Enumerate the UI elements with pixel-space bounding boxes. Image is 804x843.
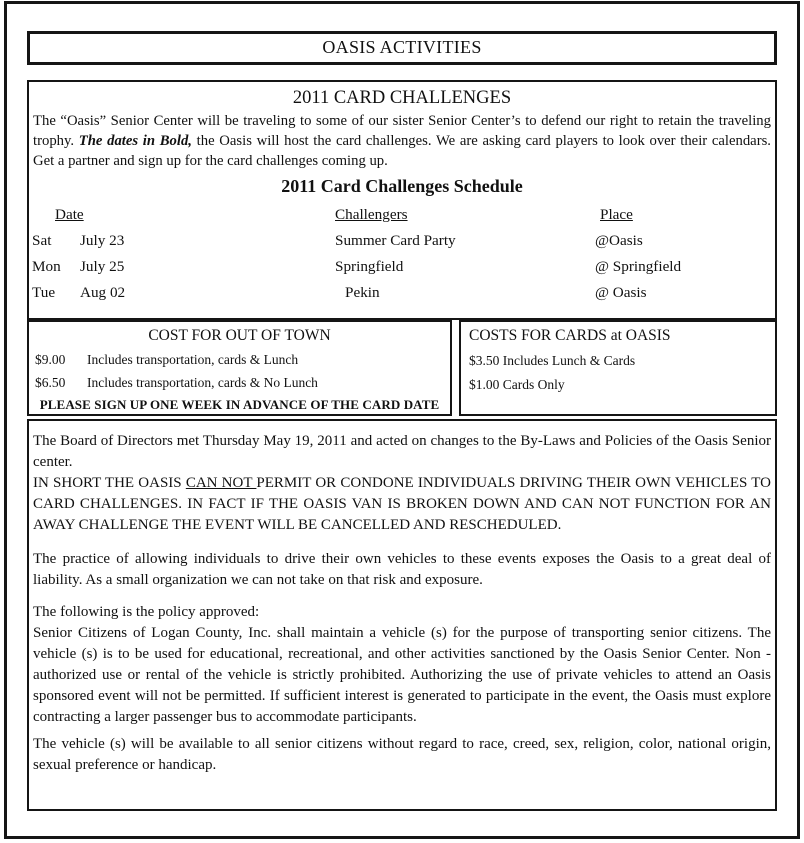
card-challenges-section <box>27 80 777 320</box>
policy-inshort-before: IN SHORT THE OASIS <box>33 475 186 491</box>
policy-paragraph-board: The Board of Directors met Thursday May 19, 2011 and acted on changes to the By-Laws and Policies of the Oasis Senior center. <box>33 433 771 470</box>
intro-text-before: The “Oasis” Senior Center will be traveling to some of our sister Senior Center’s to defend our right to retain the traveling trophy. <box>33 113 771 149</box>
table-row <box>32 228 772 254</box>
policy-inshort-underlined: CAN NOT <box>185 475 257 491</box>
document-title-box <box>27 31 777 65</box>
schedule-table <box>32 202 772 306</box>
cost-item <box>35 375 444 391</box>
cost-description: Includes transportation, cards & No Lunch <box>87 375 318 390</box>
cell-place: @ Oasis <box>595 284 647 302</box>
cost-out-of-town-box <box>27 320 452 416</box>
cell-date: Aug 02 <box>80 284 126 302</box>
page-title: OASIS ACTIVITIES <box>322 37 482 57</box>
policy-inshort-after: PERMIT OR CONDONE INDIVIDUALS DRIVING THEIR OWN VEHICLES TO CARD CHALLENGES. IN FACT IF THE OASIS VAN IS BROKEN DOWN AND CAN NOT FUNCTION FOR AN AWAY CHALLENGE THE EVENT WILL BE CANCELLED AND RESCHEDULED. <box>33 475 772 533</box>
cost-out-of-town-title: COST FOR OUT OF TOWN <box>148 327 331 344</box>
cell-day: Mon <box>32 258 61 276</box>
column-header-place: Place <box>600 206 633 224</box>
policy-paragraph-vehicle-use: Senior Citizens of Logan County, Inc. shall maintain a vehicle (s) for the purpose of transporting senior citizens. The vehicle (s) is to be used for educational, recreational, and other activities sanctioned by the Oasis Senior Center. Non -authorized use or rental of the vehicle is strictly prohibited. Authorizing the use of private vehicles to attend an Oasis sponsored event will not be permitted. If sufficient interest is generated to participate in the event, the Oasis must explore contracting a larger passenger bus to accommodate participants. <box>33 625 771 725</box>
cell-challenger: Springfield <box>335 258 404 276</box>
cell-day: Tue <box>32 284 56 302</box>
cell-day: Sat <box>32 232 52 250</box>
schedule-heading: 2011 Card Challenges Schedule <box>281 176 523 197</box>
document-content <box>27 0 777 811</box>
cell-date: July 25 <box>80 258 125 276</box>
cell-place: @Oasis <box>595 232 643 250</box>
cost-at-oasis-title: COSTS FOR CARDS at OASIS <box>469 327 671 344</box>
cost-section <box>27 320 777 416</box>
intro-text-bold-italic: The dates in Bold, <box>78 132 192 149</box>
cell-challenger: Pekin <box>345 284 380 302</box>
signup-notice: PLEASE SIGN UP ONE WEEK IN ADVANCE OF THE CARD DATE <box>39 397 440 412</box>
cost-item: $3.50 Includes Lunch & Cards <box>469 353 636 368</box>
card-challenges-heading: 2011 CARD CHALLENGES <box>292 88 512 108</box>
cost-at-oasis-box <box>459 320 777 416</box>
intro-text-after: the Oasis will host the card challenges. We are asking card players to look over their calendars. Get a partner and sign up for the card challenges coming up. <box>33 132 771 169</box>
cell-place: @ Springfield <box>595 258 682 276</box>
cost-description: Includes transportation, cards & Lunch <box>87 352 299 367</box>
column-header-challengers: Challengers <box>335 206 408 224</box>
policy-section <box>27 419 777 811</box>
cost-item: $1.00 Cards Only <box>469 377 565 392</box>
policy-paragraph-availability: The vehicle (s) will be available to all senior citizens without regard to race, creed, sex, religion, color, national origin, sexual preference or handicap. <box>33 736 771 773</box>
table-row <box>32 280 772 306</box>
column-header-date: Date <box>55 206 84 224</box>
card-challenges-intro <box>33 112 771 171</box>
cost-price: $6.50 <box>35 375 66 390</box>
policy-paragraph-practice: The practice of allowing individuals to drive their own vehicles to these events exposes the Oasis to a great deal of liability. As a small organization we can not take on that risk and exposure. <box>33 551 771 588</box>
cost-item <box>35 352 444 368</box>
cell-date: July 23 <box>80 232 125 250</box>
policy-paragraph-inshort <box>33 473 771 536</box>
cost-price: $9.00 <box>35 352 66 367</box>
schedule-header-row <box>32 202 772 228</box>
policy-paragraph-following: The following is the policy approved: <box>33 604 260 620</box>
table-row <box>32 254 772 280</box>
cell-challenger: Summer Card Party <box>335 232 456 250</box>
